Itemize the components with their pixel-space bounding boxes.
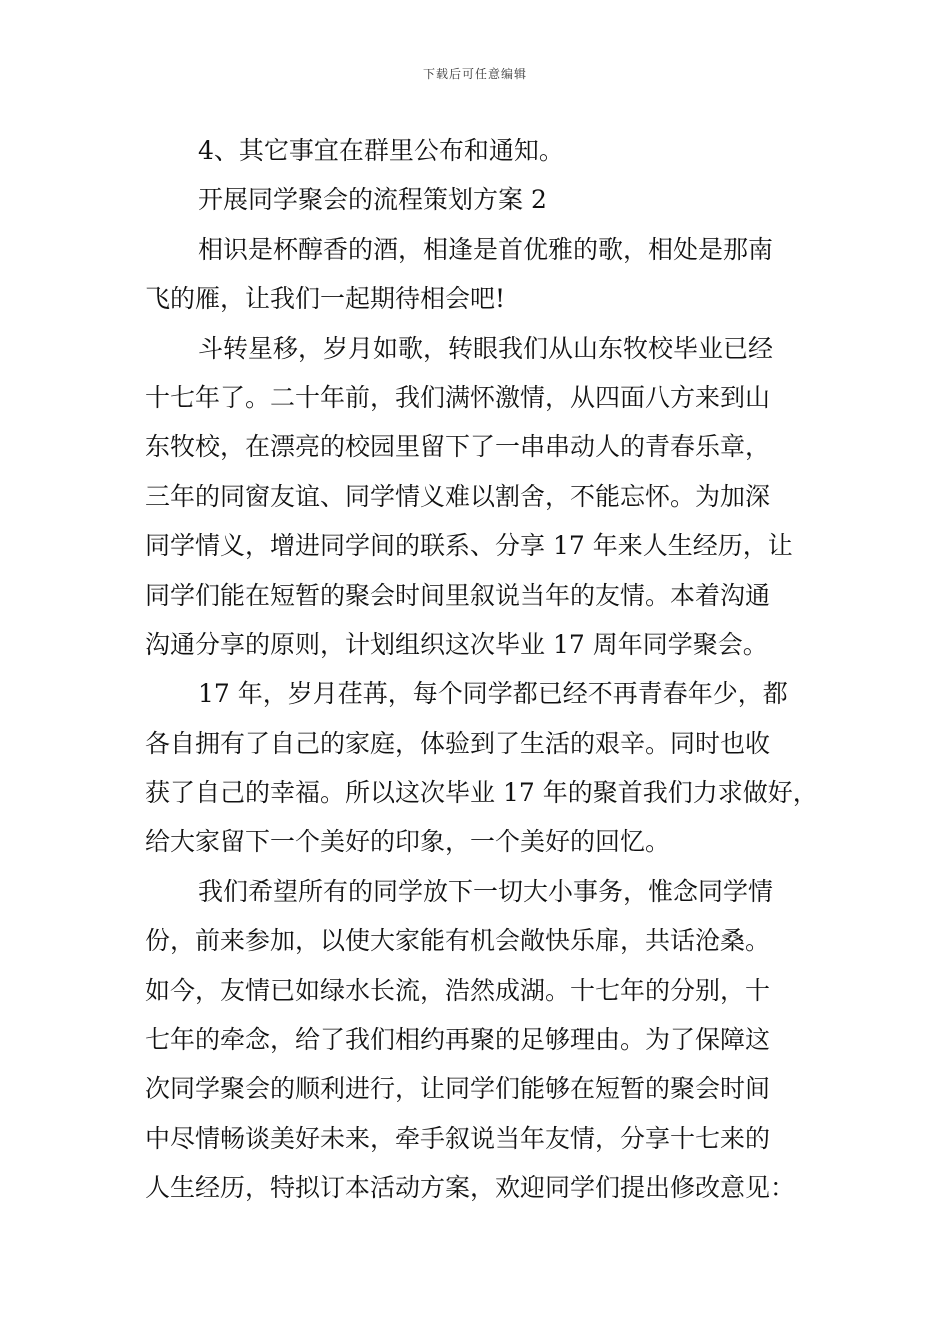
text-line: 人生经历，特拟订本活动方案，欢迎同学们提出修改意见：: [145, 1173, 796, 1203]
text-line: 次同学聚会的顺利进行，让同学们能够在短暂的聚会时间: [145, 1074, 771, 1104]
text-line: 十七年了。二十年前，我们满怀激情，从四面八方来到山: [145, 382, 771, 412]
text-line: 如今，友情已如绿水长流，浩然成湖。十七年的分别，十: [145, 975, 771, 1005]
text-line: 三年的同窗友谊、同学情义难以割舍，不能忘怀。为加深: [145, 481, 771, 511]
text-line: 中尽情畅谈美好未来，牵手叙说当年友情，分享十七来的: [145, 1123, 771, 1153]
text-line: 我们希望所有的同学放下一切大小事务，惟念同学情: [198, 876, 774, 906]
text-line: 同学情义，增进同学间的联系、分享 17 年来人生经历，让: [145, 531, 793, 561]
text-line: 沟通分享的原则，计划组织这次毕业 17 周年同学聚会。: [145, 629, 768, 659]
section-heading: 开展同学聚会的流程策划方案 2: [198, 185, 547, 215]
text-line: 斗转星移，岁月如歌，转眼我们从山东牧校毕业已经: [198, 333, 774, 363]
text-line: 相识是杯醇香的酒，相逢是首优雅的歌，相处是那南: [198, 234, 774, 264]
text-line: 17 年，岁月荏苒，每个同学都已经不再青春年少，都: [198, 679, 788, 709]
text-line: 获了自己的幸福。所以这次毕业 17 年的聚首我们力求做好，: [145, 778, 818, 808]
text-line: 各自拥有了自己的家庭，体验到了生活的艰辛。同时也收: [145, 728, 771, 758]
page-header-note: 下载后可任意编辑: [422, 67, 527, 81]
text-line: 七年的牵念，给了我们相约再聚的足够理由。为了保障这: [145, 1025, 771, 1055]
text-line: 东牧校，在漂亮的校园里留下了一串串动人的青春乐章，: [145, 432, 771, 462]
text-line: 给大家留下一个美好的印象，一个美好的回忆。: [145, 827, 671, 857]
text-line: 4、其它事宜在群里公布和通知。: [198, 136, 564, 165]
document-body: [145, 126, 818, 1213]
text-line: 同学们能在短暂的聚会时间里叙说当年的友情。本着沟通: [145, 580, 771, 610]
text-line: 飞的雁，让我们一起期待相会吧!: [145, 284, 506, 314]
text-line: 份，前来参加，以使大家能有机会敞快乐扉，共话沧桑。: [145, 926, 771, 956]
